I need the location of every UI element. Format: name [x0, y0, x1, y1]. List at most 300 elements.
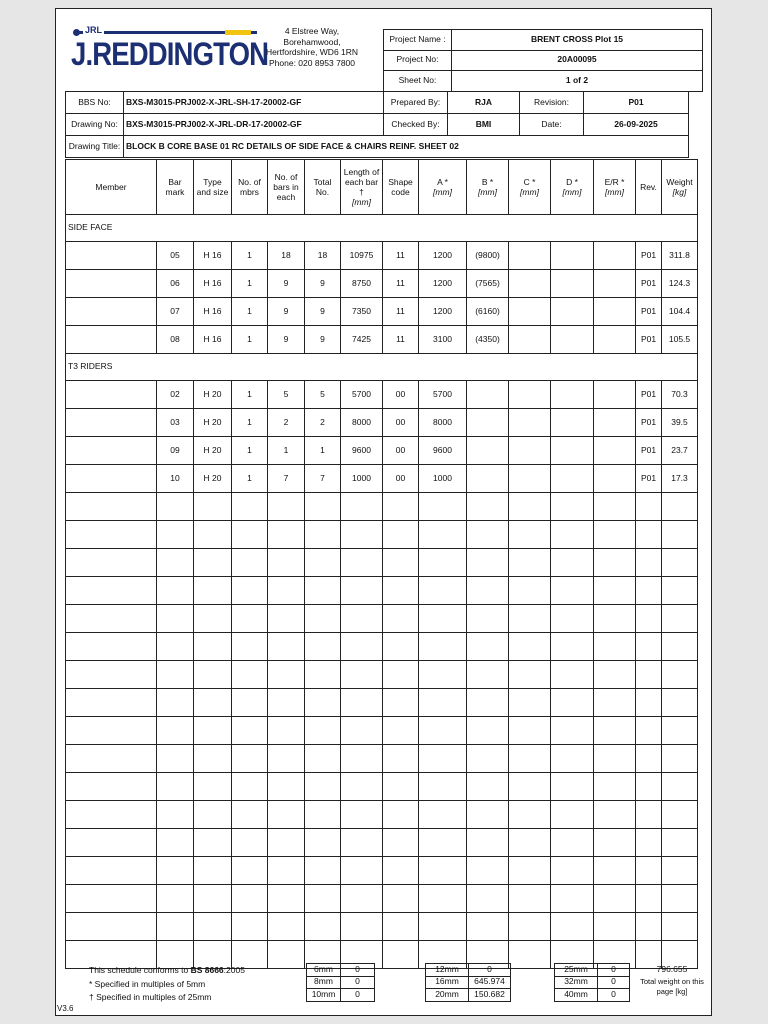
cell-c: [509, 381, 551, 409]
cell-mark: 09: [157, 437, 194, 465]
empty-cell: [194, 549, 232, 577]
empty-cell: [157, 801, 194, 829]
empty-cell: [383, 493, 419, 521]
empty-cell: [305, 605, 341, 633]
empty-row: [66, 913, 698, 941]
empty-row: [66, 773, 698, 801]
empty-row: [66, 885, 698, 913]
column-header-unit: [mm]: [562, 187, 582, 197]
empty-cell: [66, 801, 157, 829]
empty-cell: [467, 633, 509, 661]
empty-cell: [594, 605, 636, 633]
empty-cell: [551, 913, 594, 941]
empty-cell: [268, 661, 305, 689]
empty-cell: [305, 773, 341, 801]
column-header-label: E/R *: [604, 176, 625, 187]
cell-mark: 03: [157, 409, 194, 437]
empty-cell: [157, 829, 194, 857]
cell-b: (6160): [467, 298, 509, 326]
conformance-standard: BS 8666: [190, 965, 224, 975]
empty-cell: [383, 857, 419, 885]
cell-member: [66, 437, 157, 465]
empty-cell: [662, 913, 698, 941]
empty-cell: [341, 633, 383, 661]
empty-cell: [341, 885, 383, 913]
empty-cell: [305, 857, 341, 885]
cell-b: (9800): [467, 242, 509, 270]
empty-row: [66, 717, 698, 745]
bar-size: 12mm: [426, 964, 469, 977]
cell-mark: 05: [157, 242, 194, 270]
empty-cell: [662, 633, 698, 661]
cell-type: H 16: [194, 326, 232, 354]
schedule-sheet: [55, 8, 712, 1016]
table-row: [66, 326, 698, 354]
cell-shape: 11: [383, 326, 419, 354]
empty-cell: [341, 801, 383, 829]
cell-type: H 20: [194, 465, 232, 493]
cell-mark: 02: [157, 381, 194, 409]
empty-cell: [636, 885, 662, 913]
cell-c: [509, 326, 551, 354]
cell-member: [66, 242, 157, 270]
column-header: [551, 160, 594, 215]
empty-cell: [268, 577, 305, 605]
column-header: [594, 160, 636, 215]
cell-total: 2: [305, 409, 341, 437]
empty-cell: [636, 801, 662, 829]
empty-cell: [194, 745, 232, 773]
empty-cell: [305, 493, 341, 521]
empty-cell: [268, 633, 305, 661]
empty-cell: [551, 829, 594, 857]
summary-row: [426, 989, 511, 1002]
logo-wordmark: J.REDDINGTON: [71, 36, 269, 72]
empty-cell: [419, 605, 467, 633]
empty-cell: [194, 633, 232, 661]
empty-cell: [419, 857, 467, 885]
size-weight: 0: [598, 989, 630, 1002]
cell-mbrs: 1: [232, 465, 268, 493]
cell-total: 9: [305, 270, 341, 298]
empty-cell: [509, 913, 551, 941]
empty-cell: [509, 689, 551, 717]
empty-cell: [268, 773, 305, 801]
empty-cell: [341, 717, 383, 745]
cell-mbrs: 1: [232, 409, 268, 437]
empty-cell: [305, 633, 341, 661]
empty-cell: [383, 633, 419, 661]
bar-size: 32mm: [555, 976, 598, 989]
cell-type: H 20: [194, 409, 232, 437]
column-header-label: Shape code: [388, 176, 413, 197]
empty-cell: [305, 745, 341, 773]
empty-cell: [157, 549, 194, 577]
empty-cell: [419, 633, 467, 661]
empty-cell: [305, 689, 341, 717]
cell-c: [509, 409, 551, 437]
cell-d: [551, 409, 594, 437]
empty-cell: [509, 745, 551, 773]
empty-cell: [467, 661, 509, 689]
empty-cell: [305, 829, 341, 857]
cell-mbrs: 1: [232, 326, 268, 354]
section-row: [66, 354, 698, 381]
cell-b: [467, 409, 509, 437]
cell-d: [551, 437, 594, 465]
empty-cell: [232, 493, 268, 521]
bar-size: 6mm: [307, 964, 341, 977]
cell-total: 9: [305, 326, 341, 354]
table-row: [66, 465, 698, 493]
cell-b: (7565): [467, 270, 509, 298]
cell-mark: 06: [157, 270, 194, 298]
empty-cell: [636, 521, 662, 549]
empty-cell: [551, 745, 594, 773]
empty-cell: [268, 913, 305, 941]
prepared-by-value: RJA: [448, 92, 520, 114]
date-label: Date:: [520, 114, 584, 136]
empty-cell: [636, 717, 662, 745]
empty-row: [66, 577, 698, 605]
column-header: [157, 160, 194, 215]
bbs-no-label: BBS No:: [66, 92, 124, 114]
empty-cell: [594, 745, 636, 773]
cell-type: H 16: [194, 242, 232, 270]
empty-cell: [383, 773, 419, 801]
cell-weight: 17.3: [662, 465, 698, 493]
summary-row: [426, 976, 511, 989]
empty-cell: [341, 661, 383, 689]
empty-cell: [232, 605, 268, 633]
header-row: [66, 160, 698, 215]
cell-e: [594, 270, 636, 298]
cell-e: [594, 298, 636, 326]
cell-length: 10975: [341, 242, 383, 270]
empty-cell: [509, 577, 551, 605]
empty-cell: [467, 577, 509, 605]
empty-cell: [268, 745, 305, 773]
empty-cell: [341, 549, 383, 577]
cell-member: [66, 409, 157, 437]
cell-weight: 39.5: [662, 409, 698, 437]
section-row: [66, 215, 698, 242]
empty-cell: [305, 521, 341, 549]
empty-cell: [157, 885, 194, 913]
cell-member: [66, 465, 157, 493]
column-header-label: Type and size: [196, 176, 229, 197]
conformance-prefix: This schedule conforms to: [89, 965, 191, 975]
empty-cell: [157, 773, 194, 801]
cell-a: 9600: [419, 437, 467, 465]
column-header-label: Rev.: [640, 181, 657, 192]
size-weight: 0: [469, 964, 511, 977]
empty-cell: [509, 773, 551, 801]
empty-cell: [551, 885, 594, 913]
address-line: 4 Elstree Way,: [284, 26, 340, 36]
cell-rev: P01: [636, 242, 662, 270]
cell-a: 1200: [419, 298, 467, 326]
column-header-label: A *: [437, 176, 448, 187]
empty-cell: [157, 857, 194, 885]
cell-rev: P01: [636, 381, 662, 409]
empty-cell: [467, 717, 509, 745]
empty-cell: [157, 521, 194, 549]
cell-length: 1000: [341, 465, 383, 493]
empty-cell: [268, 801, 305, 829]
bbs-no-value: BXS-M3015-PRJ002-X-JRL-SH-17-20002-GF: [124, 92, 384, 114]
size-weight: 0: [341, 976, 375, 989]
empty-cell: [341, 605, 383, 633]
empty-cell: [232, 717, 268, 745]
summary-row: [426, 964, 511, 977]
cell-mbrs: 1: [232, 270, 268, 298]
column-header-label: Member: [95, 181, 127, 192]
cell-shape: 00: [383, 409, 419, 437]
cell-d: [551, 381, 594, 409]
bar-size: 25mm: [555, 964, 598, 977]
address-line: Phone: 020 8953 7800: [268, 57, 356, 68]
cell-length: 5700: [341, 381, 383, 409]
empty-cell: [232, 885, 268, 913]
cell-each: 1: [268, 437, 305, 465]
cell-e: [594, 242, 636, 270]
summary-row: [307, 989, 375, 1002]
empty-cell: [66, 717, 157, 745]
empty-cell: [157, 913, 194, 941]
empty-cell: [551, 493, 594, 521]
drawing-info-table: [65, 91, 689, 158]
empty-cell: [383, 549, 419, 577]
empty-cell: [419, 745, 467, 773]
empty-cell: [636, 829, 662, 857]
empty-cell: [662, 577, 698, 605]
empty-cell: [662, 689, 698, 717]
empty-cell: [232, 689, 268, 717]
empty-cell: [636, 689, 662, 717]
company-logo: [71, 25, 269, 74]
empty-cell: [509, 941, 551, 969]
empty-cell: [419, 801, 467, 829]
empty-cell: [551, 605, 594, 633]
empty-row: [66, 633, 698, 661]
bar-schedule-table: [65, 159, 698, 969]
bar-size: 20mm: [426, 989, 469, 1002]
cell-a: 1000: [419, 465, 467, 493]
empty-cell: [232, 577, 268, 605]
column-header: [341, 160, 383, 215]
empty-cell: [467, 493, 509, 521]
empty-cell: [383, 689, 419, 717]
weight-summary-small: [306, 963, 375, 1002]
empty-row: [66, 549, 698, 577]
column-header-unit: [mm]: [433, 187, 452, 197]
cell-rev: P01: [636, 465, 662, 493]
column-header-label: No. of bars in each: [273, 171, 299, 203]
empty-cell: [194, 577, 232, 605]
column-header-label: B *: [481, 176, 494, 187]
summary-row: [307, 976, 375, 989]
drawing-no-value: BXS-M3015-PRJ002-X-JRL-DR-17-20002-GF: [124, 114, 384, 136]
empty-cell: [594, 857, 636, 885]
cell-weight: 104.4: [662, 298, 698, 326]
empty-cell: [194, 661, 232, 689]
column-header: [419, 160, 467, 215]
cell-type: H 20: [194, 437, 232, 465]
column-header: [636, 160, 662, 215]
empty-cell: [268, 885, 305, 913]
empty-cell: [594, 577, 636, 605]
cell-length: 8000: [341, 409, 383, 437]
logo-accent: [225, 30, 251, 35]
empty-cell: [66, 689, 157, 717]
empty-cell: [232, 521, 268, 549]
empty-cell: [66, 857, 157, 885]
empty-cell: [509, 801, 551, 829]
cell-member: [66, 270, 157, 298]
empty-cell: [157, 661, 194, 689]
table-row: [66, 242, 698, 270]
cell-a: 3100: [419, 326, 467, 354]
size-weight: 0: [341, 964, 375, 977]
cell-mbrs: 1: [232, 437, 268, 465]
empty-cell: [467, 521, 509, 549]
empty-cell: [551, 689, 594, 717]
column-header-unit: [mm]: [605, 187, 624, 197]
cell-c: [509, 298, 551, 326]
empty-row: [66, 661, 698, 689]
note-multiples-5mm: * Specified in multiples of 5mm: [89, 978, 206, 989]
empty-cell: [341, 913, 383, 941]
prepared-by-label: Prepared By:: [384, 92, 448, 114]
cell-each: 2: [268, 409, 305, 437]
cell-a: 1200: [419, 242, 467, 270]
cell-each: 18: [268, 242, 305, 270]
empty-cell: [467, 549, 509, 577]
revision-value: P01: [584, 92, 689, 114]
empty-cell: [662, 493, 698, 521]
empty-cell: [551, 521, 594, 549]
empty-row: [66, 745, 698, 773]
empty-cell: [66, 913, 157, 941]
empty-cell: [594, 801, 636, 829]
empty-cell: [194, 521, 232, 549]
empty-cell: [467, 801, 509, 829]
empty-cell: [305, 549, 341, 577]
cell-total: 5: [305, 381, 341, 409]
empty-cell: [268, 717, 305, 745]
empty-cell: [157, 745, 194, 773]
empty-cell: [232, 801, 268, 829]
size-weight: 0: [598, 976, 630, 989]
column-header: [194, 160, 232, 215]
empty-cell: [268, 829, 305, 857]
column-header-label: No. of mbrs: [238, 176, 261, 197]
cell-e: [594, 437, 636, 465]
cell-b: (4350): [467, 326, 509, 354]
empty-cell: [467, 885, 509, 913]
empty-cell: [66, 745, 157, 773]
empty-cell: [551, 773, 594, 801]
empty-cell: [636, 549, 662, 577]
sheet-no-label: Sheet No:: [384, 71, 452, 92]
empty-cell: [194, 829, 232, 857]
empty-cell: [636, 745, 662, 773]
empty-cell: [232, 745, 268, 773]
cell-length: 7350: [341, 298, 383, 326]
project-name-value: BRENT CROSS Plot 15: [452, 30, 703, 51]
conformance-note: [89, 964, 245, 978]
cell-type: H 16: [194, 298, 232, 326]
bar-size: 10mm: [307, 989, 341, 1002]
empty-cell: [157, 493, 194, 521]
cell-mark: 10: [157, 465, 194, 493]
empty-cell: [232, 633, 268, 661]
empty-cell: [467, 745, 509, 773]
cell-d: [551, 465, 594, 493]
empty-cell: [509, 633, 551, 661]
cell-rev: P01: [636, 437, 662, 465]
empty-cell: [383, 577, 419, 605]
cell-mbrs: 1: [232, 242, 268, 270]
empty-cell: [66, 549, 157, 577]
empty-cell: [419, 577, 467, 605]
summary-row: [555, 976, 630, 989]
column-header: [66, 160, 157, 215]
cell-member: [66, 326, 157, 354]
conformance-suffix: :2005: [223, 965, 245, 975]
cell-c: [509, 465, 551, 493]
empty-cell: [594, 689, 636, 717]
empty-row: [66, 493, 698, 521]
empty-cell: [551, 549, 594, 577]
cell-rev: P01: [636, 270, 662, 298]
empty-cell: [66, 633, 157, 661]
cell-shape: 00: [383, 437, 419, 465]
date-value: 26-09-2025: [584, 114, 689, 136]
empty-cell: [268, 549, 305, 577]
empty-cell: [594, 773, 636, 801]
empty-cell: [157, 689, 194, 717]
cell-type: H 20: [194, 381, 232, 409]
empty-cell: [662, 745, 698, 773]
cell-member: [66, 298, 157, 326]
summary-row: [555, 964, 630, 977]
drawing-no-label: Drawing No:: [66, 114, 124, 136]
summary-row: [555, 989, 630, 1002]
cell-a: 1200: [419, 270, 467, 298]
cell-each: 9: [268, 326, 305, 354]
empty-cell: [467, 913, 509, 941]
empty-cell: [194, 605, 232, 633]
empty-cell: [662, 885, 698, 913]
empty-cell: [305, 801, 341, 829]
empty-cell: [232, 913, 268, 941]
summary-row: [307, 964, 375, 977]
section-title: T3 RIDERS: [66, 354, 698, 381]
column-header-label: Total No.: [313, 176, 332, 197]
empty-cell: [383, 829, 419, 857]
empty-cell: [419, 773, 467, 801]
empty-cell: [232, 857, 268, 885]
cell-shape: 11: [383, 298, 419, 326]
empty-cell: [66, 773, 157, 801]
empty-cell: [232, 773, 268, 801]
cell-member: [66, 381, 157, 409]
empty-cell: [594, 661, 636, 689]
column-header: [383, 160, 419, 215]
empty-cell: [551, 661, 594, 689]
